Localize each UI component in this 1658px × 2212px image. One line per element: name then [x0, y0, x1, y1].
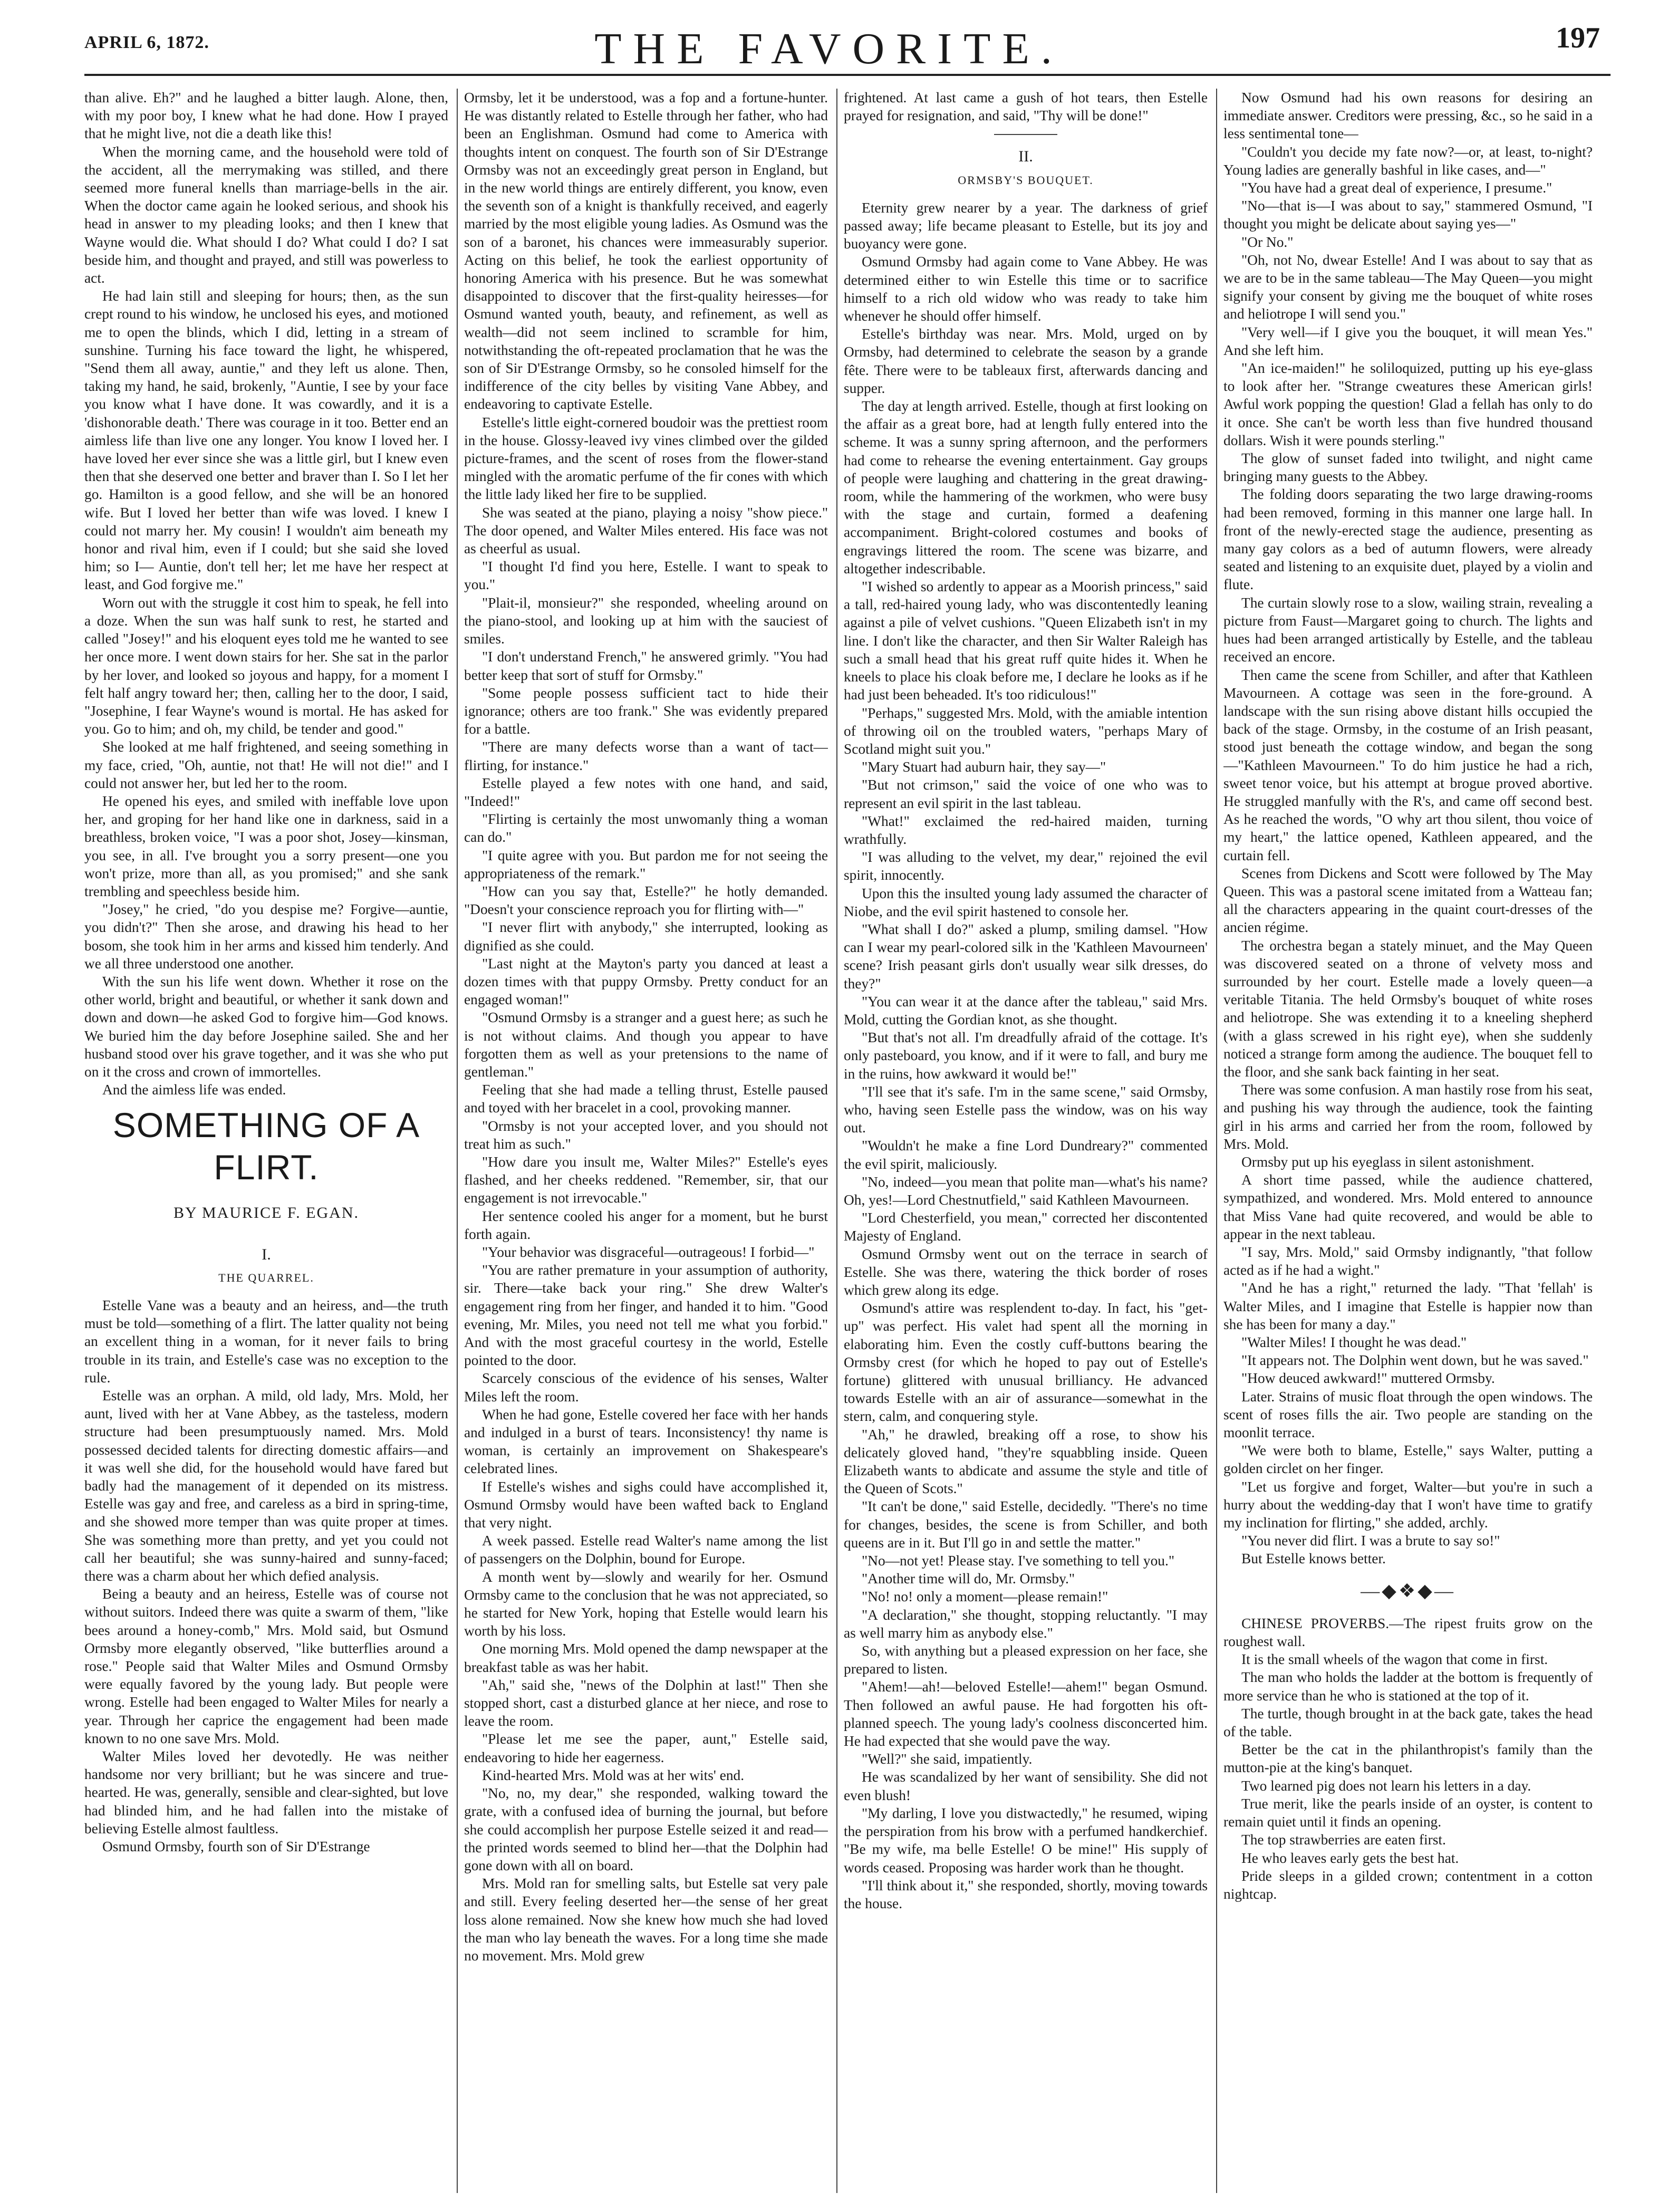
paragraph: Two learned pig does not learn his letters in a day. [1241, 1777, 1531, 1794]
paragraph: "I don't understand French," he answered grimly. "You had better keep that sort of stuff for Ormsby." [464, 649, 828, 683]
paragraph: Then came the scene from Schiller, and after that Kathleen Mavourneen. A cottage was seen in the fore-ground. A landscape with the sun rising above distant hills occupied the back of the stage. Ormsby, in the costume of an Irish peasant, stood just beneath the cottage window, and began the song—"Kathleen Mavourneen." To do him justice he had a rich, sweet tenor voice, but his attempt at brogue proved abortive. He struggled manfully with the R's, and came off second best. As he reached the words, "O why art thou silent, thou voice of my heart," the lattice opened, Kathleen appeared, and the curtain fell. [1223, 667, 1593, 863]
paragraph: Now Osmund had his own reasons for desiring an immediate answer. Creditors were pressing, &c., so he said in a less sentimental tone— [1223, 90, 1593, 142]
paragraph: "Wouldn't he make a fine Lord Dundreary?" commented the evil spirit, maliciously. [844, 1138, 1208, 1172]
paragraph: He was scandalized by her want of sensibility. She did not even blush! [844, 1769, 1208, 1803]
paragraph: A short time passed, while the audience chattered, sympathized, and wondered. Mrs. Mold entered to announce that Miss Vane had quite recovered, and would be able to appear in the next tableau. [1223, 1172, 1593, 1242]
paragraph: The orchestra began a stately minuet, and the May Queen was discovered seated on a throne of velvety moss and surrounded by her court. Estelle made a lovely queen—a veritable Titania. The held Ormsby's bouquet of white roses and heliotrope. She was extending it to a kneeling shepherd (with a glass screwed in his right eye), when she suddenly noticed a strange form among the audience. The bouquet fell to the floor, and she sank back fainting in her seat. [1223, 937, 1593, 1080]
column-1 [84, 89, 448, 2193]
paragraph: The man who holds the ladder at the bottom is frequently of more service than he who is stationed at the top of it. [1223, 1669, 1593, 1704]
paragraph: "No—that is—I was about to say," stammered Osmund, "I thought you might be delicate about saying yes—" [1223, 198, 1593, 232]
story-conclusion [1223, 89, 1593, 1568]
paragraph: He who leaves early gets the best hat. [1241, 1850, 1459, 1866]
paragraph: The curtain slowly rose to a slow, wailing strain, revealing a picture from Faust—Margaret going to church. The lights and hues had been arranged artistically by Estelle, and the tableau received an encore. [1223, 594, 1593, 665]
paragraph: "Couldn't you decide my fate now?—or, at least, to-night? Young ladies are generally bashful in like cases, and—" [1223, 143, 1593, 178]
paragraph: So, with anything but a pleased expression on her face, she prepared to listen. [844, 1643, 1208, 1677]
paragraph: The turtle, though brought in at the back gate, takes the head of the table. [1223, 1705, 1593, 1740]
paragraph: "An ice-maiden!" he soliloquized, putting up his eye-glass to look after her. "Strange cweatures these American girls! Awful work popping the question! Glad a fellah has only to do it once. She can't be worth less than five hundred thousand dollars. Wish it were pounds sterling." [1223, 360, 1593, 448]
paragraph: Better be the cat in the philanthropist's family than the mutton-pie at the king's banquet. [1223, 1742, 1593, 1776]
paragraph: "I wished so ardently to appear as a Moorish princess," said a tall, red-haired young lady, who was discontentedly leaning against a pile of velvet cushions. "Queen Elizabeth isn't in my line. I don't like the character, and then Sir Walter Raleigh has such a small head that his great ruff quite hides it. When he kneels to place his cloak before me, I declare he looks as if he had just been beheaded. It's too ridiculous!" [844, 579, 1208, 703]
chapter-number: I. [262, 1245, 271, 1263]
paragraph: "Osmund Ormsby is a stranger and a guest here; as such he is not without claims. And though you appear to have forgotten them as well as your pretensions to the name of gentleman." [464, 1009, 828, 1080]
paragraph: "How deuced awkward!" muttered Ormsby. [1241, 1370, 1495, 1387]
paragraph: Osmund's attire was resplendent to-day. In fact, his "get-up" was perfect. His valet had spent all the morning in elaborating him. Even the costly cuff-buttons bearing the Ormsby crest (for which he hoped to pay out of Estelle's fortune) glittered with unusual brilliancy. He advanced towards Estelle with an air of assurance—somewhat in the stern, calm, and conquering style. [844, 1300, 1208, 1425]
paragraph: "A declaration," she thought, stopping reluctantly. "I may as well marry him as anybody else." [844, 1607, 1208, 1641]
paragraph: When he had gone, Estelle covered her face with her hands and indulged in a burst of tears. Inconsistency! thy name is woman, is certainly an improvement on Shakespeare's celebrated lines. [464, 1406, 828, 1477]
paragraph: "It appears not. The Dolphin went down, but he was saved." [1241, 1352, 1589, 1369]
paragraph: She looked at me half frightened, and seeing something in my face, cried, "Oh, auntie, not that! He will not die!" and I could not answer her, but led her to the room. [84, 739, 448, 791]
paragraph: "No—not yet! Please stay. I've something to tell you." [862, 1553, 1175, 1569]
paragraph: "Some people possess sufficient tact to hide their ignorance; others are too frank." She was evidently prepared for a battle. [464, 685, 828, 737]
paragraph: Worn out with the struggle it cost him to speak, he fell into a doze. When the sun was half sunk to rest, he started and called "Josey!" and his eloquent eyes told me he wanted to see her once more. I went down stairs for her. She sat in the parlor by her lover, and looked so joyous and happy, for a moment I felt half angry toward her; then, calling her to the door, I said, "Josephine, I fear Wayne's wound is mortal. He has asked for you. Go to him; and oh, my child, be tender and good." [84, 594, 448, 737]
paragraph: "Or No." [1241, 234, 1294, 250]
paragraph: He had lain still and sleeping for hours; then, as the sun crept round to his window, he unclosed his eyes, and motioned me to open the blinds, which I did, letting in a stream of sunshine. Turning his face toward the light, he whispered, "Send them all away, auntie," and they left us alone. Then, taking my hand, he said, brokenly, "Auntie, I see by your face you know what I have done. It was cowardly, and it is a 'dishonorable death.' There was courage in it too. Better end an aimless life than live one any longer. You know I loved her. I have loved her ever since she was a little girl, but I knew even then that she deserved one better and braver than I. So I let her go. Hamilton is a good fellow, and she will be an honored wife. But I loved her better than wife was loved. I knew I could not marry her. My cousin! I wouldn't aim beneath my honor and rival him, even if I could; but she said she loved him; so I— Auntie, don't tell her; let me have her respect at least, and God forgive me." [84, 288, 448, 593]
paragraph: "What!" exclaimed the red-haired maiden, turning wrathfully. [844, 813, 1208, 847]
paragraph: When the morning came, and the household were told of the accident, all the merrymaking was stilled, and there seemed more funeral knells than marriage-bells in the air. When the doctor came again he looked serious, and shook his head in answer to my pleading looks; and then I knew that Wayne would die. What should I do? What could I do? I sat beside him, and thought and prayed, and still was powerless to act. [84, 143, 448, 286]
section-rule [994, 134, 1057, 135]
story-headline: SOMETHING OF A FLIRT. [112, 1105, 420, 1187]
paragraph: "And he has a right," returned the lady. "That 'fellah' is Walter Miles, and I imagine that Estelle is happier now than she has been for many a day." [1223, 1280, 1593, 1332]
proverbs-list [1223, 1650, 1593, 1903]
paragraph: "Lord Chesterfield, you mean," corrected her discontented Majesty of England. [844, 1210, 1208, 1244]
paragraph: "Ah," he drawled, breaking off a rose, to show his delicately gloved hand, "they're squabbling inside. Queen Elizabeth wants to abdicate and assume the style and title of the Queen of Scots." [844, 1426, 1208, 1497]
paragraph: If Estelle's wishes and sighs could have accomplished it, Osmund Ormsby would have been wafted back to England that very night. [464, 1478, 828, 1531]
paragraph: The day at length arrived. Estelle, though at first looking on the affair as a great bore, had at length fully entered into the scheme. It was a sunny spring afternoon, and the performers had come to rehearse the evening entertainment. Gay groups of people were laughing and chattering in the great drawing-room, while the hammering of the workmen, who were busy with the stage and curtain, formed a deafening accompaniment. Bright-colored costumes and books of engravings littered the room. The scene was bizarre, and altogether indescribable. [844, 398, 1208, 576]
paragraph: "Your behavior was disgraceful—outrageous! I forbid—" [482, 1244, 815, 1260]
proverbs-title: CHINESE PROVERBS. [1241, 1615, 1390, 1631]
paragraph: Later. Strains of music float through the open windows. The scent of roses fills the air. Two people are standing on the moonlit terrace. [1223, 1388, 1593, 1441]
paragraph: "No! no! only a moment—please remain!" [862, 1589, 1108, 1605]
paragraph: The glow of sunset faded into twilight, and night came bringing many guests to the Abbey. [1223, 450, 1593, 485]
paragraph: "How dare you insult me, Walter Miles?" Estelle's eyes flashed, and her cheeks reddened. "Remember, sir, that our engagement is not irrevocable." [464, 1153, 828, 1206]
paragraph: "I never flirt with anybody," she interrupted, looking as dignified as she could. [464, 919, 828, 954]
paragraph: Scarcely conscious of the evidence of his senses, Walter Miles left the room. [464, 1370, 828, 1405]
paragraph: "You have had a great deal of experience, I presume." [1241, 180, 1553, 196]
paragraph: frightened. At last came a gush of hot tears, then Estelle prayed for resignation, and said, "Thy will be done!" [844, 90, 1208, 124]
paragraph: "But not crimson," said the voice of one who was to represent an evil spirit in the last tableau. [844, 777, 1208, 811]
paragraph: "Oh, not No, dwear Estelle! And I was about to say that as we are to be in the same tableau—The May Queen—you might signify your consent by giving me the bouquet of white roses and heliotrope I will send you." [1223, 252, 1593, 322]
chapter-title: ORMSBY'S BOUQUET. [958, 173, 1094, 187]
paragraph: "Perhaps," suggested Mrs. Mold, with the amiable intention of throwing oil on the troubled waters, "perhaps Mary of Scotland might suit you." [844, 705, 1208, 757]
paragraph: A month went by—slowly and wearily for her. Osmund Ormsby came to the conclusion that he was not appreciated, so he started for New York, hoping that Estelle would learn his worth by his loss. [464, 1569, 828, 1639]
page-header [0, 0, 1658, 79]
paragraph: Kind-hearted Mrs. Mold was at her wits' end. [482, 1767, 745, 1783]
paragraph: Feeling that she had made a telling thrust, Estelle paused and toyed with her bracelet in a cool, provoking manner. [464, 1082, 828, 1116]
paragraph: Walter Miles loved her devotedly. He was neither handsome nor very brilliant; but he was sincere and true-hearted. He was, generally, sensible and clear-sighted, but love had blinded him, and he had fallen into the mistake of believing Estelle almost faultless. [84, 1748, 448, 1836]
paragraph: "Very well—if I give you the bouquet, it will mean Yes." And she left him. [1223, 324, 1593, 358]
paragraph: The folding doors separating the two large drawing-rooms had been removed, forming in this manner one large hall. In front of the newly-erected stage the audience, presenting as many gay colors as a bed of autumn flowers, were already seated and listening to an exquisite duet, played by a violin and flute. [1223, 486, 1593, 593]
paragraph: The top strawberries are eaten first. [1241, 1832, 1446, 1848]
chapter-number: II. [1018, 148, 1033, 166]
paragraph: But Estelle knows better. [1241, 1551, 1386, 1567]
column-divider [457, 89, 458, 2193]
paragraph: "How can you say that, Estelle?" he hotly demanded. "Doesn't your conscience reproach you for flirting with—" [464, 883, 828, 918]
paragraph: "Ah," said she, "news of the Dolphin at last!" Then she stopped short, cast a disturbed glance at her niece, and rose to leave the room. [464, 1677, 828, 1729]
paragraph: True merit, like the pearls inside of an oyster, is content to remain quiet until it finds an opening. [1223, 1795, 1593, 1830]
proverb-lead [1223, 1614, 1593, 1650]
header-rule [84, 74, 1611, 76]
paragraph: Her sentence cooled his anger for a moment, but he burst forth again. [464, 1208, 828, 1242]
paragraph: Osmund Ormsby went out on the terrace in search of Estelle. She was there, watering the thick border of roses which grew along its edge. [844, 1246, 1208, 1298]
story-byline: BY MAURICE F. EGAN. [173, 1204, 359, 1222]
paragraph: "I'll see that it's safe. I'm in the same scene," said Ormsby, who, having seen Estelle pass the window, was on his way out. [844, 1083, 1208, 1136]
paragraph: "What shall I do?" asked a plump, smiling damsel. "How can I wear my pearl-colored silk in the 'Kathleen Mavourneen' scene? Irish peasant girls don't usually wear silk dresses, do they?" [844, 921, 1208, 992]
paragraph: She was seated at the piano, playing a noisy "show piece." The door opened, and Walter Miles entered. His face was not as cheerful as usual. [464, 504, 828, 557]
paragraph: "I say, Mrs. Mold," said Ormsby indignantly, "that follow acted as if he had a wight." [1223, 1244, 1593, 1278]
paragraph: "You can wear it at the dance after the tableau," said Mrs. Mold, cutting the Gordian knot, as she thought. [844, 993, 1208, 1027]
ornamental-divider: —◆❖◆— [1361, 1580, 1455, 1601]
paragraph: "I quite agree with you. But pardon me for not seeing the appropriateness of the remark." [464, 847, 828, 881]
proverb-text: —The ripest fruits grow on the roughest wall. [1223, 1615, 1593, 1650]
issue-date: APRIL 6, 1872. [84, 33, 209, 52]
paragraph: Estelle Vane was a beauty and an heiress, and—the truth must be told—something of a flirt. The latter quality not being an excellent thing in a woman, for it never fails to bring trouble in its train, and Estelle's case was no exception to the rule. [84, 1297, 448, 1386]
paragraph: "Josey," he cried, "do you despise me? Forgive—auntie, you didn't?" Then she arose, and drawing his head to her bosom, she took him in her arms and kissed him tenderly. And we all three understood one another. [84, 901, 448, 972]
chapter-one-ending [844, 89, 1208, 124]
prior-story-ending [84, 89, 448, 1099]
story-body-continued [464, 89, 828, 1965]
paragraph: Osmund Ormsby, fourth son of Sir D'Estrange [102, 1839, 370, 1855]
paragraph: "Well?" she said, impatiently. [862, 1751, 1033, 1767]
paragraph: Estelle's birthday was near. Mrs. Mold, urged on by Ormsby, had determined to celebrate the season by a grande fête. There were to be tableaux first, afterwards dancing and supper. [844, 326, 1208, 396]
paragraph: Estelle was an orphan. A mild, old lady, Mrs. Mold, her aunt, lived with her at Vane Abbey, as the tasteless, modern structure had been presumptuously named. Mrs. Mold possessed decided talents for directing domestic affairs—and it was well she did, for the household would have fared but badly had the management of it depended on its mistress. Estelle was gay and free, and careless as a bird in spring-time, and she showed more temper than was quite proper at times. She was something more than pretty, and yet you could not call her beautiful; she was sunny-haired and sunny-faced; there was a charm about her which defied analysis. [84, 1388, 448, 1584]
column-2 [464, 89, 828, 2193]
paragraph: Upon this the insulted young lady assumed the character of Niobe, and the evil spirit hastened to console her. [844, 885, 1208, 919]
paragraph: Estelle's little eight-cornered boudoir was the prettiest room in the house. Glossy-leaved ivy vines climbed over the gilded picture-frames, and the scent of roses from the flower-stand mingled with the aromatic perfume of the fir cones with which the little lady liked her fire to be supplied. [464, 414, 828, 503]
paragraph: And the aimless life was ended. [102, 1082, 286, 1098]
paragraph: Estelle played a few notes with one hand, and said, "Indeed!" [464, 775, 828, 809]
paragraph: "You never did flirt. I was a brute to say so!" [1241, 1533, 1500, 1549]
paragraph: Scenes from Dickens and Scott were followed by The May Queen. This was a pastoral scene imitated from a Watteau fan; all the characters appearing in the quaint court-dresses of the ancien régime. [1223, 865, 1593, 936]
paragraph: A week passed. Estelle read Walter's name among the list of passengers on the Dolphin, bound for Europe. [464, 1533, 828, 1567]
paragraph: "Let us forgive and forget, Walter—but you're in such a hurry about the wedding-day that I won't have time to gratify my inclination for flirting," she added, archly. [1223, 1478, 1593, 1531]
paragraph: Ormsby put up his eyeglass in silent astonishment. [1241, 1153, 1535, 1170]
paragraph: He opened his eyes, and smiled with ineffable love upon her, and groping for her hand like one in darkness, said in a breathless, broken voice, "I was a poor shot, Josey—kinsman, you see, in all. I've brought you a sorry present—one you won't prize, more than all, as you promised;" and she sank trembling and speechless beside him. [84, 793, 448, 899]
paragraph: It is the small wheels of the wagon that come in first. [1241, 1651, 1548, 1668]
paragraph: "Please let me see the paper, aunt," Estelle said, endeavoring to hide her eagerness. [464, 1731, 828, 1765]
column-4 [1223, 89, 1593, 2193]
story-body [84, 1296, 448, 1855]
paragraph: "No, no, my dear," she responded, walking toward the grate, with a confused idea of burning the journal, but before she could accomplish her purpose Estelle seized it and read—the printed words seemed to blind her—that the Dolphin had gone down with all on board. [464, 1785, 828, 1873]
page-number: 197 [1556, 22, 1600, 54]
column-3 [844, 89, 1208, 2193]
paragraph: One morning Mrs. Mold opened the damp newspaper at the breakfast table as was her habit. [464, 1641, 828, 1675]
paragraph: Pride sleeps in a gilded crown; contentment in a cotton nightcap. [1223, 1868, 1593, 1902]
paragraph: "There are many defects worse than a want of tact—flirting, for instance." [464, 739, 828, 773]
paragraph: Being a beauty and an heiress, Estelle was of course not without suitors. Indeed there was quite a swarm of them, "like bees around a honey-comb," Mrs. Mold said, but Osmund Ormsby more elegantly observed, "like butterflies around a rose." People said that Walter Miles and Osmund Ormsby were equally favored by the young lady. But people were wrong. Estelle had been engaged to Walter Miles for nearly a year. Through her caprice the engagement had been made known to no one save Mrs. Mold. [84, 1586, 448, 1746]
column-divider [1216, 89, 1217, 2193]
paragraph: "No, indeed—you mean that polite man—what's his name? Oh, yes!—Lord Chestnutfield," said Kathleen Mavourneen. [844, 1174, 1208, 1208]
story-body-chapter-two [844, 199, 1208, 1912]
paragraph: "Mary Stuart had auburn hair, they say—" [862, 759, 1106, 775]
paragraph: "My darling, I love you distwactedly," he resumed, wiping the perspiration from his brow with a perfumed handkerchief. "Be my wife, ma belle Estelle! O be mine!" His supply of words ceased. Proposing was harder work than he thought. [844, 1805, 1208, 1876]
paragraph: With the sun his life went down. Whether it rose on the other world, bright and beautiful, or whether it sank down and down and down—he asked God to forgive him—God knows. We buried him the day before Josephine sailed. She and her husband stood over his grave together, and it was she who put on it the cross and crown of immortelles. [84, 973, 448, 1080]
paragraph: "Walter Miles! I thought he was dead." [1241, 1334, 1467, 1351]
paragraph: "I thought I'd find you here, Estelle. I want to speak to you." [464, 559, 828, 593]
chapter-title: THE QUARREL. [218, 1271, 314, 1284]
paragraph: Ormsby, let it be understood, was a fop and a fortune-hunter. He was distantly related to Estelle through her father, who had been an Englishman. Osmund had come to America with thoughts intent on conquest. The fourth son of Sir D'Estrange Ormsby was not an exceedingly great person in England, but in the new world things are entirely different, you know, even the seventh son of a knight is thankfully received, and eagerly married by the most eligible young ladies. As Osmund was the son of a baronet, his chances were immeasurably superior. Acting on this belief, he took the earliest opportunity of honoring America with his presence. But he was somewhat disappointed to discover that the first-quality heiresses—for Osmund wanted youth, beauty, and refinement, as well as wealth—did not seem inclined to scramble for him, notwithstanding the oft-repeated proclamation that he was the son of Sir D'Estrange Ormsby, so he consoled himself for the indifference of the city belles by visiting Vane Abbey, and endeavoring to captivate Estelle. [464, 90, 828, 412]
paragraph: "You are rather premature in your assumption of authority, sir. There—take back your ring." She drew Walter's engagement ring from her finger, and handed it to him. "Good evening, Mr. Miles, you need not tell me what you forbid." And with the most graceful courtesy in the world, Estelle pointed to the door. [464, 1262, 828, 1369]
paragraph: "Another time will do, Mr. Ormsby." [862, 1571, 1075, 1587]
paragraph: Mrs. Mold ran for smelling salts, but Estelle sat very pale and still. Every feeling deserted her—the sense of her great loss alone remained. Now she knew how much she had loved the man who lay beneath the waves. For a long time she made no movement. Mrs. Mold grew [464, 1876, 828, 1964]
paragraph: "Last night at the Mayton's party you danced at least a dozen times with that puppy Ormsby. Pretty conduct for an engaged woman!" [464, 955, 828, 1008]
newspaper-title: THE FAVORITE. [594, 24, 1064, 73]
paragraph: There was some confusion. A man hastily rose from his seat, and pushing his way through the audience, took the fainting girl in his arms and carried her from the room, followed by Mrs. Mold. [1223, 1082, 1593, 1152]
paragraph: "It can't be done," said Estelle, decidedly. "There's no time for changes, besides, the scene is from Schiller, and both queens are in it. But I'll go in and settle the matter." [844, 1498, 1208, 1551]
paragraph: "Ormsby is not your accepted lover, and you should not treat him as such." [464, 1118, 828, 1152]
paragraph: "I'll think about it," she responded, shortly, moving towards the house. [844, 1877, 1208, 1911]
paragraph: Osmund Ormsby had again come to Vane Abbey. He was determined either to win Estelle this time or to sacrifice himself to a rich old widow who was ready to take him whenever he should offer himself. [844, 254, 1208, 324]
chinese-proverbs [1223, 1614, 1593, 1903]
paragraph: "Flirting is certainly the most unwomanly thing a woman can do." [464, 811, 828, 845]
column-divider [836, 89, 837, 2193]
paragraph: "But that's not all. I'm dreadfully afraid of the cottage. It's only pasteboard, you know, and if it were to fall, and bury me in the ruins, how awkward it would be!" [844, 1030, 1208, 1082]
paragraph: "We were both to blame, Estelle," says Walter, putting a golden circlet on her finger. [1223, 1442, 1593, 1477]
paragraph: Eternity grew nearer by a year. The darkness of grief passed away; life became pleasant to Estelle, but its joy and buoyancy were gone. [844, 199, 1208, 252]
paragraph: "I was alluding to the velvet, my dear," rejoined the evil spirit, innocently. [844, 849, 1208, 883]
paragraph: "Plait-il, monsieur?" she responded, wheeling around on the piano-stool, and looking up at him with the sauciest of smiles. [464, 594, 828, 647]
paragraph: "Ahem!—ah!—beloved Estelle!—ahem!" began Osmund. Then followed an awful pause. He had forgotten his oft-planned speech. The young lady's coolness disconcerted him. He had expected that she would pave the way. [844, 1679, 1208, 1749]
paragraph: than alive. Eh?" and he laughed a bitter laugh. Alone, then, with my poor boy, I knew what he had done. How I prayed that he might live, not die a death like this! [84, 90, 448, 142]
